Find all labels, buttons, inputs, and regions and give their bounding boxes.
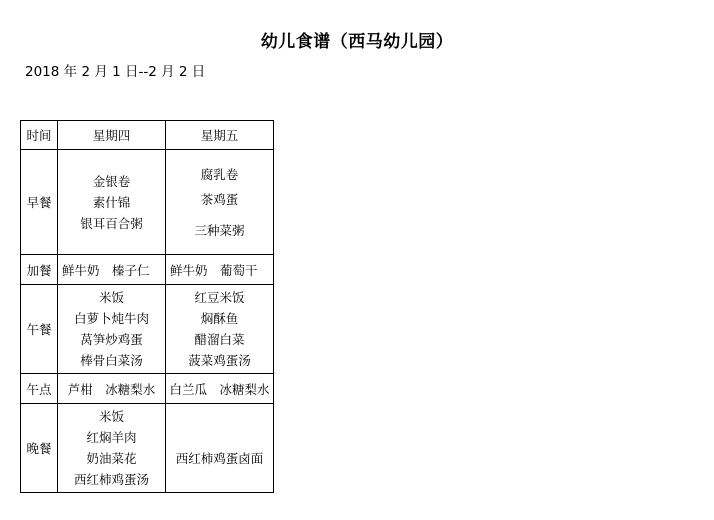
afternoon-snack-thursday: 芦柑 冰糖梨水 — [58, 374, 166, 404]
menu-item: 素什锦 — [92, 194, 131, 210]
meal-label: 早餐 — [21, 150, 58, 255]
menu-item: 焖酥鱼 — [200, 311, 239, 326]
menu-item: 莴笋炒鸡蛋 — [80, 332, 143, 347]
menu-item: 红焖羊肉 — [86, 430, 137, 445]
lunch-friday — [166, 285, 274, 374]
header-meal: 时间 — [21, 121, 58, 150]
menu-item: 红豆米饭 — [194, 290, 245, 305]
menu-item: 醋溜白菜 — [194, 332, 245, 347]
table-row-breakfast — [21, 150, 274, 255]
morning-snack-friday: 鲜牛奶 葡萄干 — [166, 255, 274, 285]
breakfast-friday — [166, 150, 274, 255]
menu-table — [20, 120, 274, 493]
menu-item: 奶油菜花 — [86, 451, 137, 466]
menu-item: 西红柿鸡蛋卤面 — [175, 450, 264, 466]
menu-item: 金银卷 — [92, 173, 131, 189]
breakfast-thursday — [58, 150, 166, 255]
menu-item: 米饭 — [98, 290, 124, 305]
page-title: 幼儿食谱（西马幼儿园） — [260, 32, 454, 52]
header-thursday: 星期四 — [58, 121, 166, 150]
menu-item: 茶鸡蛋 — [200, 191, 239, 207]
table-header-row — [21, 121, 274, 150]
menu-item: 三种菜粥 — [194, 222, 245, 238]
dinner-thursday — [58, 404, 166, 493]
menu-item: 白萝卜炖牛肉 — [73, 311, 149, 326]
meal-label: 午点 — [21, 374, 58, 404]
dinner-friday — [166, 404, 274, 493]
menu-item: 棒骨白菜汤 — [80, 353, 143, 368]
table-row-lunch — [21, 285, 274, 374]
date-range: 2018 年 2 月 1 日--2 月 2 日 — [25, 64, 206, 80]
menu-item: 腐乳卷 — [200, 166, 239, 182]
afternoon-snack-friday: 白兰瓜 冰糖梨水 — [166, 374, 274, 404]
menu-item: 菠菜鸡蛋汤 — [188, 353, 251, 368]
morning-snack-thursday: 鲜牛奶 榛子仁 — [58, 255, 166, 285]
meal-label: 午餐 — [21, 285, 58, 374]
meal-label: 加餐 — [21, 255, 58, 285]
table-row-afternoon-snack — [21, 374, 274, 404]
table-row-morning-snack — [21, 255, 274, 285]
table-row-dinner — [21, 404, 274, 493]
menu-item: 银耳百合粥 — [80, 215, 143, 231]
meal-label: 晚餐 — [21, 404, 58, 493]
lunch-thursday — [58, 285, 166, 374]
menu-item: 米饭 — [98, 409, 124, 424]
menu-item: 西红柿鸡蛋汤 — [73, 472, 149, 487]
header-friday: 星期五 — [166, 121, 274, 150]
